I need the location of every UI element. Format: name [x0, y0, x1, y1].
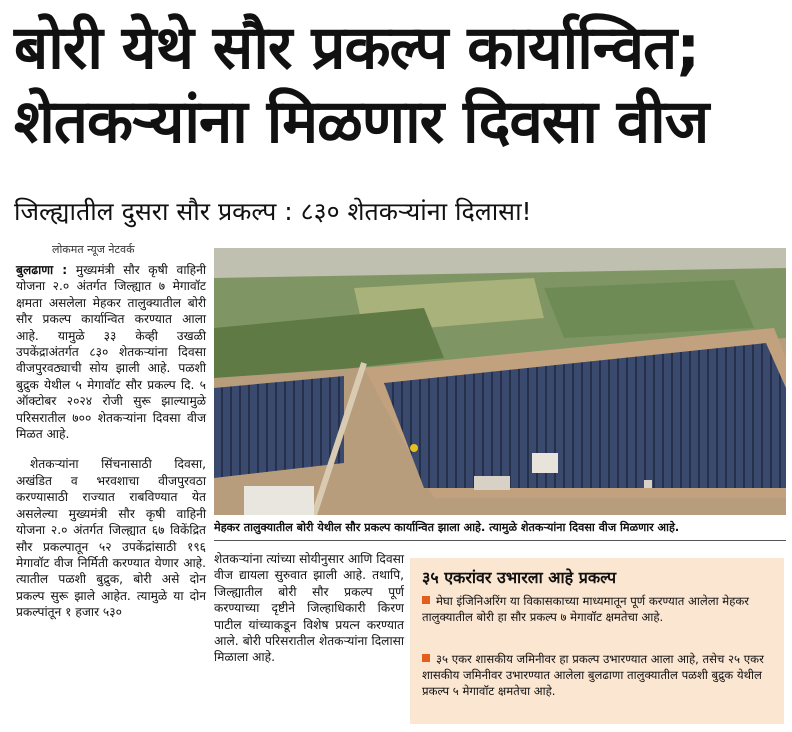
subheadline: जिल्ह्यातील दुसरा सौर प्रकल्प : ८३० शेतकऱ्यांना दिलासा!: [14, 197, 532, 226]
info-box-title: ३५ एकरांवर उभारला आहे प्रकल्प: [422, 568, 617, 587]
info-box: [410, 558, 784, 724]
info-box-item-1: [422, 594, 774, 626]
info-box-item-2-text: ३५ एकर शासकीय जमिनीवर हा प्रकल्प उभारण्यात आला आहे, तसेच २५ एकर शासकीय जमिनीवर उभारण्यात आलेला बुलढाणा तालुक्यातील पळशी बुद्रुक येथील प्रकल्प ५ मेगावॉट क्षमतेचा आहे.: [422, 652, 764, 698]
article-paragraph-1: [16, 262, 206, 442]
dateline: बुलढाणा :: [16, 263, 68, 277]
square-bullet-icon: [422, 654, 430, 662]
article-column-2: शेतकऱ्यांना त्यांच्या सोयीनुसार आणि दिवसा वीज द्यायला सुरुवात झाली आहे. तथापि, जिल्ह्यातील बोरी सौर प्रकल्प पूर्ण करण्याच्या दृष्टीने जिल्हाधिकारी किरण पाटील यांच्याकडून विशेष प्रयत्न करण्यात आले. बोरी परिसरातील शेतकऱ्यांना दिलासा मिळाला आहे.: [214, 552, 404, 665]
caption-divider: [214, 540, 786, 541]
solar-plant-photo: [214, 248, 786, 515]
article-column-1: [16, 262, 206, 621]
info-box-item-2: [422, 652, 774, 699]
paragraph-1-text: मुख्यमंत्री सौर कृषी वाहिनी योजना २.० अंतर्गत जिल्ह्यात ७ मेगावॉट क्षमता असलेला मेहकर तालुक्यातील बोरी सौर प्रकल्प कार्यान्वित करण्यात आला आहे. यामुळे ३३ केव्ही उखळी उपकेंद्राअंतर्गत ८३० शेतकऱ्यांना दिवसा वीजपुरवठ्याची सोय झाली आहे. पळशी बुद्रुक येथील ५ मेगावॉट सौर प्रकल्प दि. ५ ऑक्टोबर २०२४ रोजी सुरू झाल्यामुळे परिसरातील ७०० शेतकऱ्यांना दिवसा वीज मिळत आहे.: [16, 263, 207, 442]
article-paragraph-2: शेतकऱ्यांना सिंचनासाठी दिवसा, अखंडित व भरवशाचा वीजपुरवठा करण्यासाठी राज्यात राबविण्यात येत असलेल्या मुख्यमंत्री सौर कृषी वाहिनी योजना २.० अंतर्गत जिल्ह्यात ६७ विकेंद्रित सौर प्रकल्पातून ५२ उपकेंद्रांसाठी १९६ मेगावॉट वीज निर्मिती करण्यात येणार आहे. त्यातील पळशी बुद्रुक, बोरी असे दोन प्रकल्प सुरू झाले आहेत. त्यामुळे या दोन प्रकल्पांतून १ हजार ५३०: [16, 457, 206, 620]
photo-caption: मेहकर तालुक्यातील बोरी येथील सौर प्रकल्प कार्यान्वित झाला आहे. त्यामुळे शेतकऱ्यांना दिवसा वीज मिळणार आहे.: [214, 521, 680, 534]
square-bullet-icon: [422, 596, 430, 604]
info-box-item-1-text: मेघा इंजिनिअरिंग या विकासकाच्या माध्यमातून पूर्ण करण्यात आलेला मेहकर तालुक्यातील बोरी हा सौर प्रकल्प ७ मेगावॉट क्षमतेचा आहे.: [422, 594, 750, 624]
headline-line-2: शेतकऱ्यांना मिळणार दिवसा वीज: [14, 87, 709, 157]
headline-line-1: बोरी येथे सौर प्रकल्प कार्यान्वित;: [14, 13, 700, 83]
headline: [14, 13, 784, 157]
news-credit: लोकमत न्यूज नेटवर्क: [52, 243, 135, 256]
